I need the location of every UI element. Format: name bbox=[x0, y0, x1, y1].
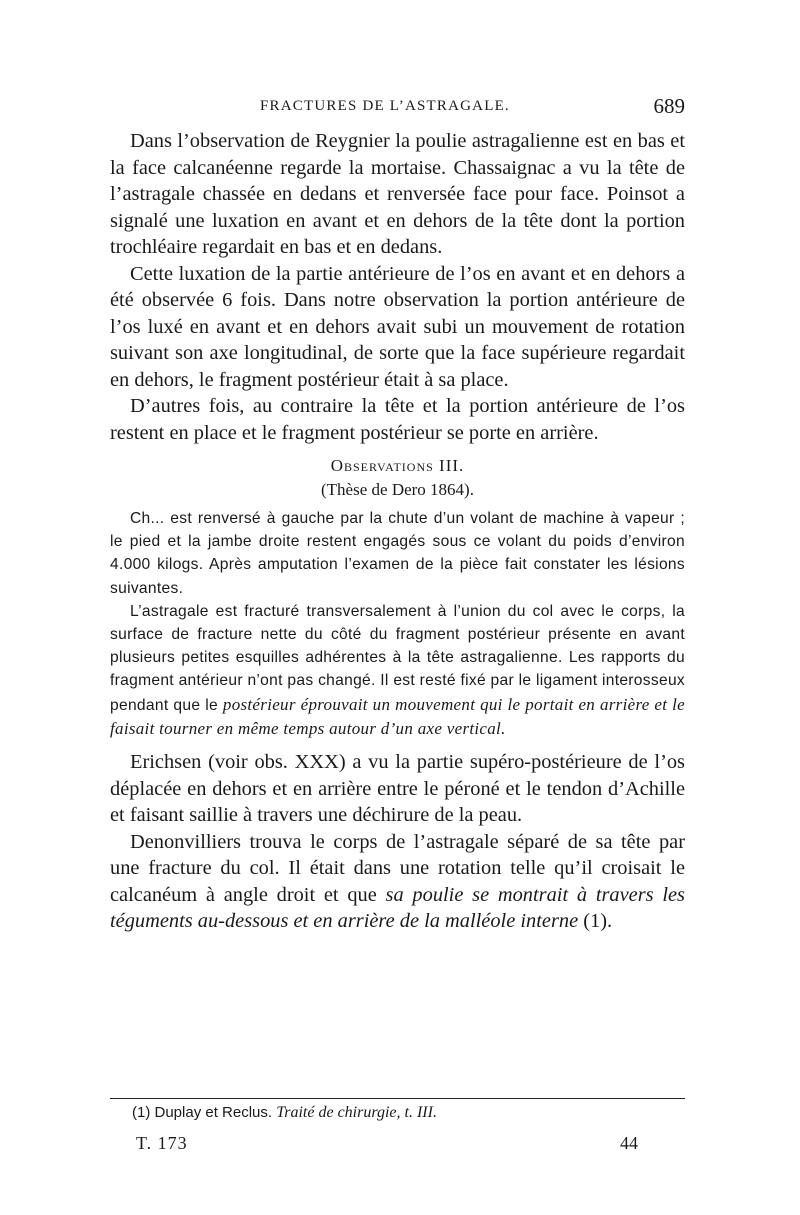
observation-paragraph bbox=[110, 600, 685, 741]
observation-italic-text: postérieur éprouvait un mouvement qui le portait en arrière et le faisait tourner en même temps autour d’un axe vertical. bbox=[110, 694, 685, 738]
observation-block bbox=[110, 455, 685, 741]
footnote-divider bbox=[110, 1098, 685, 1099]
running-title: FRACTURES DE L’ASTRAGALE. bbox=[260, 98, 510, 114]
printer-signature: T. 173 bbox=[136, 1133, 188, 1153]
footnote-reference: (1). bbox=[578, 910, 613, 933]
observation-source: (Thèse de Dero 1864). bbox=[321, 480, 474, 499]
paragraph bbox=[110, 829, 685, 935]
observation-paragraph: Ch... est renversé à gauche par la chute d’un volant de machine à vapeur ; le pied et la jambe droite restent engagés sous ce volant du poids d’environ 4.000 kilogs. Après amputation l’examen de la pièce fait constater les lésions suivantes. bbox=[110, 510, 685, 597]
paragraph: Cette luxation de la partie antérieure de l’os en avant et en dehors a été observée 6 fois. Dans notre observation la portion antérieure de l’os luxé en avant et en dehors avait subi un mouvement de rotation suivant son axe longitudinal, de sorte que la face supérieure regardait en dehors, le fragment postérieur était à sa place. bbox=[110, 262, 685, 391]
observation-text: L’astragale est fracturé transversalement à l’union du col avec le corps, la surface de fracture nette du côté du fragment postérieur présente en avant plusieurs petites esquilles adhérentes à la tête astragalienne. Les rapports du fragment antérieur n’ont pas changé. Il est resté fixé par le ligament interosseux pendant que le bbox=[110, 602, 686, 714]
paragraph-italic-text: sa poulie se montrait à travers les téguments au-dessous et en arrière de la malléole interne bbox=[110, 883, 685, 933]
sheet-number: 44 bbox=[620, 1133, 638, 1153]
main-text bbox=[110, 128, 685, 935]
spacer bbox=[110, 741, 685, 749]
footnote bbox=[132, 1104, 437, 1122]
page-header bbox=[110, 96, 685, 124]
paragraph-text: Denonvilliers trouva le corps de l’astragale séparé de sa tête par une fracture du col. Il était dans une rotation telle qu’il croisait le calcanéum à angle droit et que bbox=[110, 830, 685, 906]
footnote-authors: (1) Duplay et Reclus. bbox=[132, 1104, 273, 1121]
paragraph: D’autres fois, au contraire la tête et la portion antérieure de l’os restent en place et le fragment postérieur se porte en arrière. bbox=[110, 395, 685, 444]
footnote-title: Traité de chirurgie, t. III. bbox=[276, 1104, 437, 1121]
paragraph: Dans l’observation de Reygnier la poulie astragalienne est en bas et la face calcanéenne regarde la mortaise. Chassaignac a vu la tête de l’astragale chassée en dedans et renversée face pour face. Poinsot a signalé une luxation en avant et en dehors de la tête dont la portion trochléaire regardait en bas et en dedans. bbox=[110, 130, 685, 258]
page-number: 689 bbox=[653, 94, 685, 118]
observation-heading: Observations III. bbox=[330, 456, 465, 475]
paragraph: Erichsen (voir obs. XXX) a vu la partie supéro-postérieure de l’os déplacée en dehors et en arrière entre le péroné et le tendon d’Achille et faisant saillie à travers une déchirure de la peau. bbox=[110, 751, 685, 827]
